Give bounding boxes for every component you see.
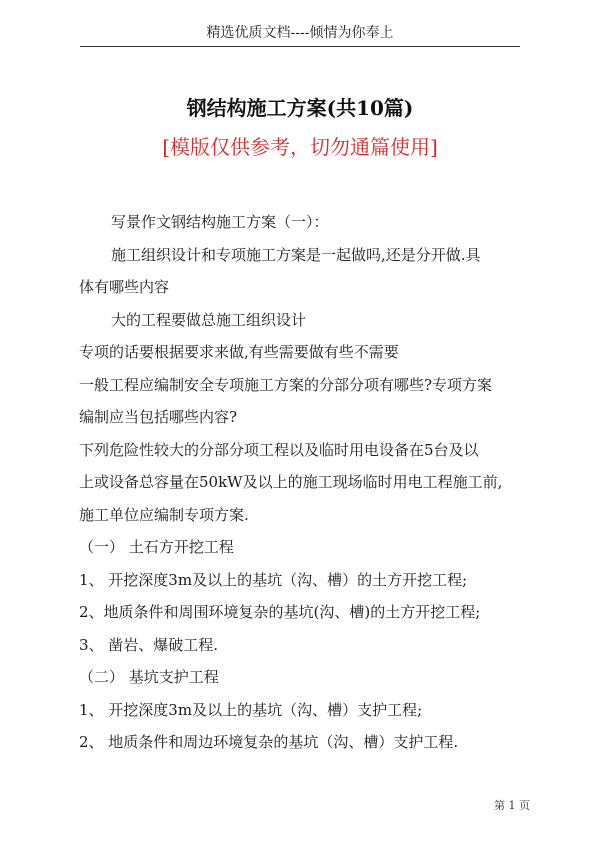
body-line: 上或设备总容量在50kW及以上的施工现场临时用电工程施工前,	[79, 473, 503, 491]
section-heading: （一） 土石方开挖工程	[79, 538, 234, 556]
body-line: 写景作文钢结构施工方案（一）：	[111, 213, 329, 231]
body-line: 专项的话要根据要求来做,有些需要做有些不需要	[79, 343, 399, 361]
body-line: 大的工程要做总施工组织设计	[111, 310, 307, 329]
list-item: 3、 凿岩、爆破工程.	[79, 635, 219, 654]
body-line: 一般工程应编制安全专项施工方案的分部分项有哪些?专项方案	[79, 375, 493, 394]
list-item: 2、地质条件和周围环境复杂的基坑(沟、槽)的土方开挖工程;	[79, 603, 481, 621]
list-item: 1、 开挖深度3m及以上的基坑（沟、槽）支护工程;	[79, 700, 423, 719]
list-item: 1、 开挖深度3m及以上的基坑（沟、槽）的土方开挖工程;	[79, 570, 468, 589]
document-body	[79, 206, 521, 759]
page-number: 第 1 页	[494, 799, 530, 812]
body-line: 施工单位应编制专项方案.	[79, 505, 249, 524]
body-line: 编制应当包括哪些内容?	[79, 408, 238, 426]
header-divider	[80, 46, 520, 47]
body-line: 下列危险性较大的分部分项工程以及临时用电设备在5台及以	[79, 440, 479, 459]
body-line: 体有哪些内容	[79, 278, 170, 296]
body-line: 施工组织设计和专项施工方案是一起做吗,还是分开做.具	[111, 245, 481, 264]
document-subtitle: [模版仅供参考，切勿通篇使用]	[162, 135, 438, 159]
page-header: 精选优质文档----倾情为你奉上	[206, 25, 394, 41]
section-heading: （二） 基坑支护工程	[79, 668, 219, 686]
document-title: 钢结构施工方案(共10篇)	[186, 96, 414, 120]
list-item: 2、 地质条件和周边环境复杂的基坑（沟、槽）支护工程.	[79, 733, 459, 751]
